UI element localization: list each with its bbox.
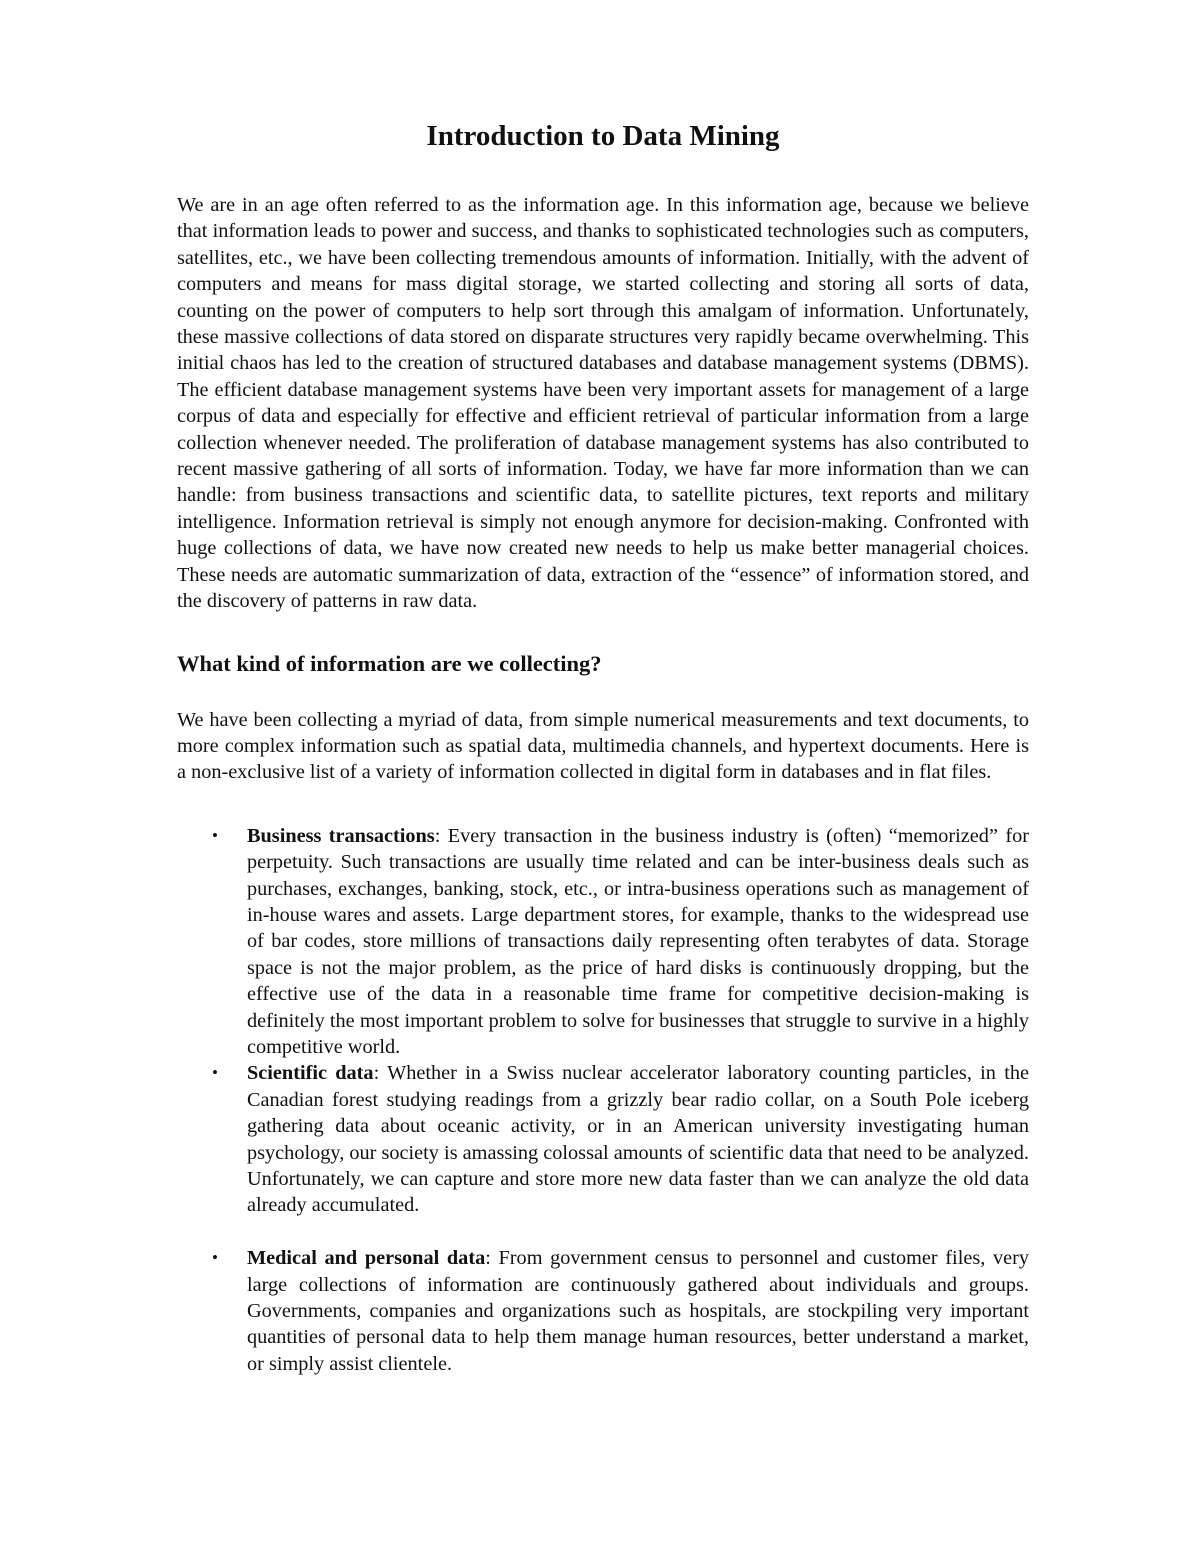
list-item-term: Business transactions [247, 824, 435, 847]
bullet-icon: • [212, 825, 218, 845]
bullet-icon: • [212, 1063, 218, 1083]
list-item-text: : From government census to personnel and customer files, very large collections of information are continuously gathered about individuals and groups. Governments, companies and organizations such as hospitals, are stockpiling very important quantities of personal data to help them manage human resources, better understand a market, or simply assist clientele. [247, 1247, 1029, 1375]
list-item-term: Medical and personal data [247, 1247, 486, 1270]
section-paragraph: We have been collecting a myriad of data, from simple numerical measurements and text documents, to more complex information such as spatial data, multimedia channels, and hypertext documents. Here is a non-exclusive list of a variety of information collected in digital form in databases and in flat files. [177, 708, 1029, 784]
section-heading: What kind of information are we collecting? [177, 650, 602, 676]
list-item-scientific-data [177, 1060, 1029, 1218]
intro-paragraph: We are in an age often referred to as the information age. In this information age, because we believe that information leads to power and success, and thanks to sophisticated technologies such as computers, satellites, etc., we have been collecting tremendous amounts of information. Initially, with the advent of computers and means for mass digital storage, we started collecting and storing all sorts of data, counting on the power of computers to help sort through this amalgam of information. Unfortunately, these massive collections of data stored on disparate structures very rapidly became overwhelming. This initial chaos has led to the creation of structured databases and database management systems (DBMS). The efficient database management systems have been very important assets for management of a large corpus of data and especially for effective and efficient retrieval of particular information from a large collection whenever needed. The proliferation of database management systems has also contributed to recent massive gathering of all sorts of information. Today, we have far more information than we can handle: from business transactions and scientific data, to satellite pictures, text reports and military intelligence. Information retrieval is simply not enough anymore for decision-making. Confronted with huge collections of data, we have now created new needs to help us make better managerial choices. These needs are automatic summarization of data, extraction of the “essence” of information stored, and the discovery of patterns in raw data. [177, 194, 1029, 613]
list-item-text: : Whether in a Swiss nuclear accelerator laboratory counting particles, in the Canadian forest studying readings from a grizzly bear radio collar, on a South Pole iceberg gathering data about oceanic activity, or in an American university investigating human psychology, our society is amassing colossal amounts of scientific data that need to be analyzed. Unfortunately, we can capture and store more new data faster than we can analyze the old data already accumulated. [247, 1062, 1029, 1217]
info-type-list [177, 823, 1029, 1378]
list-item-text: : Every transaction in the business industry is (often) “memorized” for perpetuity. Such transactions are usually time related and can be inter-business deals such as purchases, exchanges, banking, stock, etc., or intra-business operations such as management of in-house wares and assets. Large department stores, for example, thanks to the widespread use of bar codes, store millions of transactions daily representing often terabytes of data. Storage space is not the major problem, as the price of hard disks is continuously dropping, but the effective use of the data in a reasonable time frame for competitive decision-making is definitely the most important problem to solve for businesses that struggle to survive in a highly competitive world. [247, 824, 1029, 1058]
document-title: Introduction to Data Mining [426, 120, 780, 152]
list-item-business-transactions [177, 823, 1029, 1061]
bullet-icon: • [212, 1248, 218, 1268]
document-page [177, 112, 1029, 1377]
list-item-medical-personal-data [177, 1245, 1029, 1377]
list-item-term: Scientific data [247, 1062, 374, 1085]
